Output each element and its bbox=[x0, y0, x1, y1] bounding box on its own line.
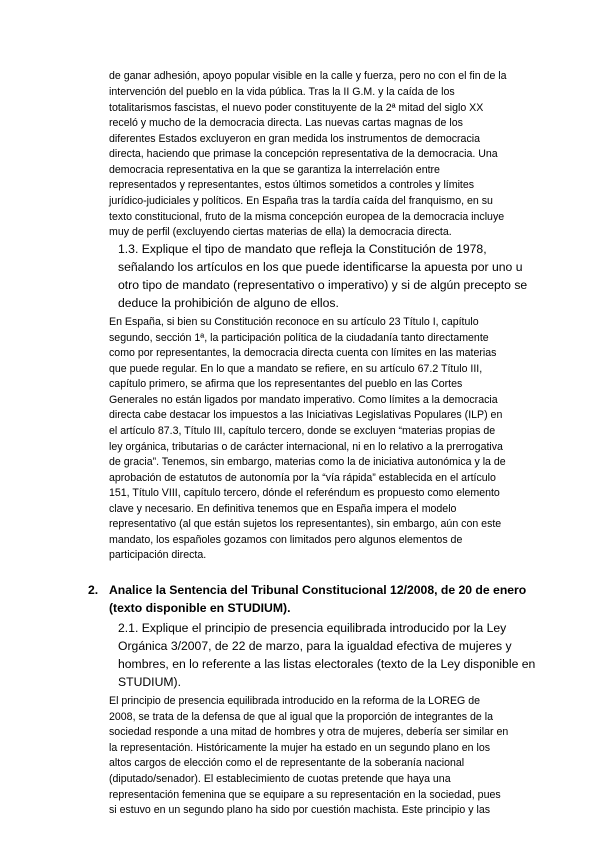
question-line: 2.1. Explique el principio de presencia equilibrada introducido por la Ley bbox=[118, 621, 507, 635]
text-line: representativo (al que están sujetos los representantes), sin embargo, aún con este bbox=[109, 518, 502, 530]
text-line: el artículo 87.3, Título III, capítulo tercero, donde se excluyen “materias propias de bbox=[109, 425, 496, 437]
text-line: segundo, sección 1ª, la participación política de la ciudadanía tanto directamente bbox=[109, 332, 489, 344]
text-line: democracia representativa en la que se garantiza la interrelación entre bbox=[109, 164, 440, 176]
text-line: diferentes Estados excluyeron en gran medida los instrumentos de democracia bbox=[109, 133, 480, 145]
question-line: STUDIUM). bbox=[118, 675, 181, 689]
heading-line: Analice la Sentencia del Tribunal Constitucional 12/2008, de 20 de enero bbox=[109, 583, 527, 597]
text-line: muy de perfil (excluyendo ciertas materias de ella) la democracia directa. bbox=[109, 226, 452, 238]
question-line: deduce la prohibición de alguno de ellos. bbox=[118, 296, 339, 310]
text-line: directa cabe destacar los impuestos a las Iniciativas Legislativas Populares (ILP) en bbox=[109, 409, 503, 421]
text-line: jurídico-judiciales y políticos. En España tras la tardía caída del franquismo, en su bbox=[109, 195, 493, 207]
text-line: El principio de presencia equilibrada introducido en la reforma de la LOREG de bbox=[109, 695, 480, 707]
text-line: que puede regular. En lo que a mandato se refiere, en su artículo 67.2 Título III, bbox=[109, 363, 483, 375]
text-line: representación femenina que se equipare a su representación en la sociedad, pues bbox=[109, 789, 501, 801]
text-line: (diputado/senador). El establecimiento de cuotas pretende que haya una bbox=[109, 773, 451, 785]
text-line: la representación. Históricamente la mujer ha estado en un segundo plano en los bbox=[109, 742, 491, 754]
question-line: hombres, en lo referente a las listas electorales (texto de la Ley disponible en bbox=[118, 657, 536, 671]
text-line: de ganar adhesión, apoyo popular visible en la calle y fuerza, pero no con el fin de la bbox=[109, 70, 507, 82]
question-line: otro tipo de mandato (representativo o imperativo) y si de algún precepto se bbox=[118, 278, 528, 292]
text-line: directa, haciendo que primase la concepción representativa de la democracia. Una bbox=[109, 148, 498, 160]
text-line: receló y mucho de la democracia directa. Las nuevas cartas magnas de los bbox=[109, 117, 463, 129]
text-line: representados y representantes, estos últimos sometidos a controles y límites bbox=[109, 179, 475, 191]
question-line: 1.3. Explique el tipo de mandato que refleja la Constitución de 1978, bbox=[118, 242, 487, 256]
question-line: Orgánica 3/2007, de 22 de marzo, para la igualdad efectiva de mujeres y bbox=[118, 639, 512, 653]
text-line: totalitarismos fascistas, el nuevo poder constituyente de la 2ª mitad del siglo XX bbox=[109, 102, 484, 114]
text-line: sociedad responde a una mitad de hombres y otra de mujeres, debería ser similar en bbox=[109, 726, 509, 738]
text-line: intervención del pueblo en la vida pública. Tras la II G.M. y la caída de los bbox=[109, 86, 455, 98]
text-line: como por representantes, la democracia directa cuenta con límites en las materias bbox=[109, 347, 497, 359]
text-line: 151, Título VIII, capítulo tercero, dónde el referéndum es propuesto como elemento bbox=[109, 487, 500, 499]
text-line: mandato, los españoles gozamos con limitados pero algunos elementos de bbox=[109, 534, 463, 546]
text-line: 2008, se trata de la defensa de que al igual que la proporción de integrantes de la bbox=[109, 711, 494, 723]
text-line: de gracia”. Tenemos, sin embargo, materias como la de iniciativa autonómica y la de bbox=[109, 456, 506, 468]
text-line: participación directa. bbox=[109, 549, 207, 561]
heading-line: (texto disponible en STUDIUM). bbox=[109, 601, 291, 615]
text-line: Generales no están ligados por mandato imperativo. Como límites a la democracia bbox=[109, 394, 498, 406]
text-line: altos cargos de elección como el de representante de la soberanía nacional bbox=[109, 757, 465, 769]
text-line: En España, si bien su Constitución reconoce en su artículo 23 Título I, capítulo bbox=[109, 316, 479, 328]
text-line: si estuvo en un segundo plano ha sido por cuestión machista. Este principio y las bbox=[109, 804, 491, 816]
text-line: clave y necesario. En definitiva tenemos que en España impera el modelo bbox=[109, 503, 457, 515]
text-line: texto constitucional, fruto de la misma concepción europea de la democracia incluye bbox=[109, 211, 505, 223]
question-line: señalando los artículos en los que puede identificarse la apuesta por uno u bbox=[118, 260, 523, 274]
section-number: 2. bbox=[88, 583, 99, 597]
text-line: aprobación de estatutos de autonomía por la “vía rápida” establecida en el artículo bbox=[109, 472, 496, 484]
text-line: capítulo primero, se afirma que los representantes del pueblo en las Cortes bbox=[109, 378, 463, 390]
text-line: ley orgánica, tributarias o de carácter internacional, ni en lo relativo a la prerrogativa bbox=[109, 441, 503, 453]
